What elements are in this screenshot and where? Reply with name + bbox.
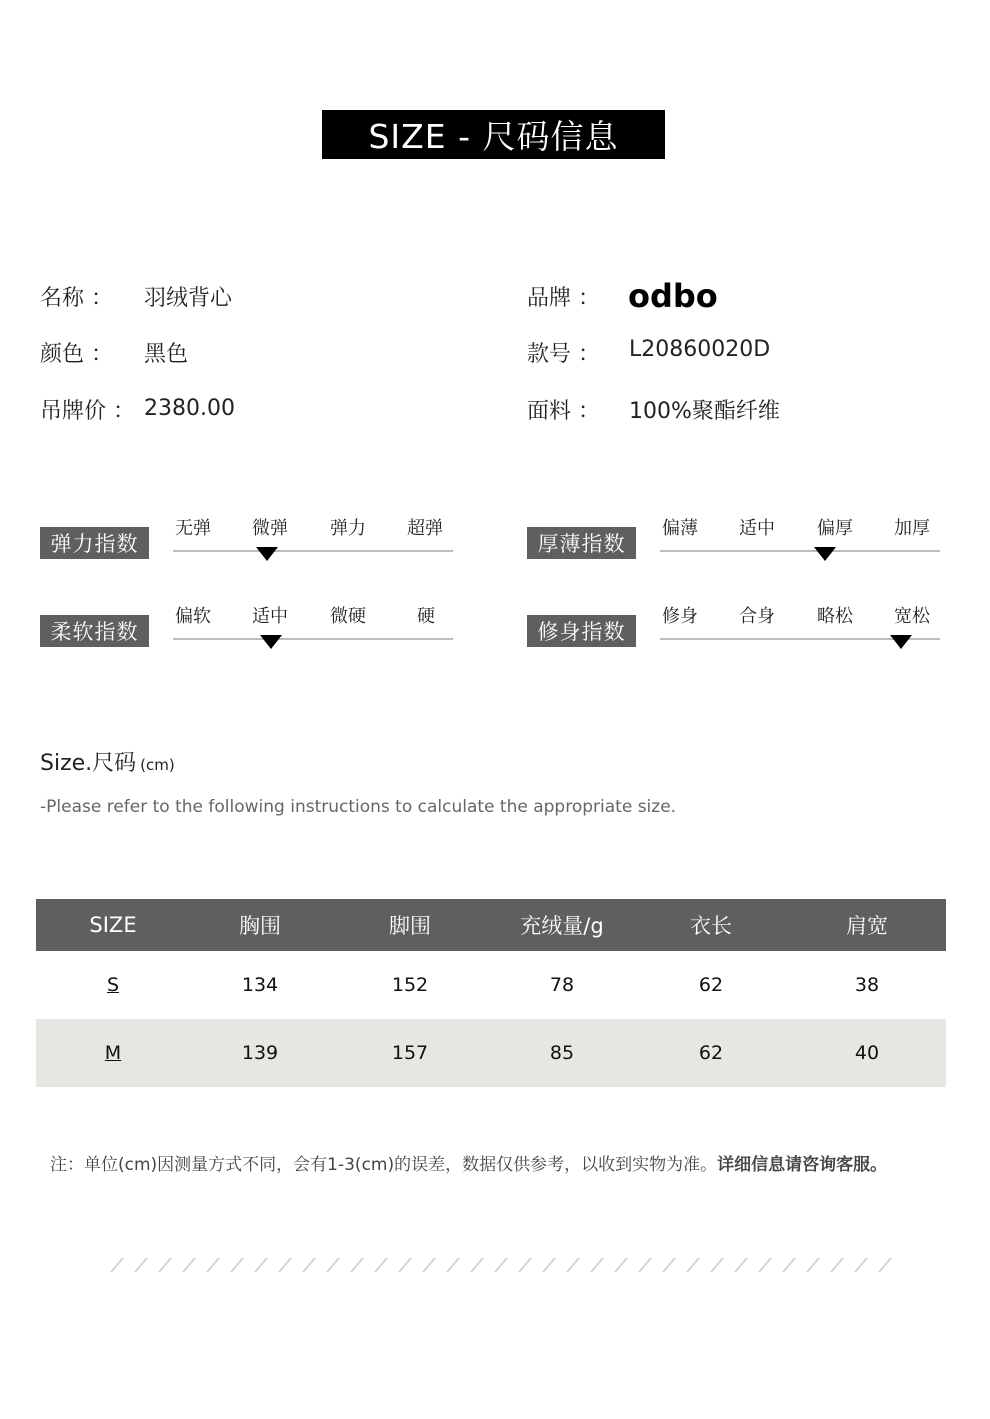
index-label: 柔软指数 [40,615,149,647]
index-option: 偏薄 [662,518,698,539]
index-scale-line [173,638,453,640]
table-cell: 85 [549,1042,575,1064]
header-cell: 肩宽 [846,914,888,938]
name-value: 羽绒背心 [144,286,233,311]
slash-mark [878,1258,892,1272]
table-row [36,1019,946,1087]
index-option: 无弹 [175,518,211,539]
slash-mark [446,1258,460,1272]
slash-mark [230,1258,244,1272]
slash-mark [590,1258,604,1272]
slash-mark [638,1258,652,1272]
table-cell: 152 [391,974,429,996]
slash-mark [350,1258,364,1272]
index-option: 宽松 [894,606,930,627]
index-option: 超弹 [407,518,443,539]
table-cell: 157 [391,1042,429,1064]
index-option: 偏厚 [817,518,853,539]
index-option: 略松 [817,606,853,627]
header-cell: 衣长 [690,914,732,938]
size-title-text: Size.尺码 [40,751,137,776]
table-cell: 139 [241,1042,279,1064]
slash-mark [470,1258,484,1272]
brand-logo: odbo [628,277,718,315]
table-cell: 78 [549,974,575,996]
index-marker-icon [890,635,912,649]
fabric-label: 面料 ： [527,399,600,424]
footnote-bold: 详细信息请咨询客服。 [717,1155,888,1175]
table-cell: 62 [698,1042,724,1064]
slash-mark [422,1258,436,1272]
header-cell: 胸围 [239,914,281,938]
slash-mark [662,1258,676,1272]
color-label: 颜色 ： [40,342,113,367]
size-section-title [40,746,175,777]
index-label: 弹力指数 [40,527,149,559]
slash-mark [614,1258,628,1272]
slash-mark [566,1258,580,1272]
header-cell: 充绒量/g [520,914,604,938]
index-label: 修身指数 [527,615,636,647]
table-cell: 134 [241,974,279,996]
index-scale-line [173,550,453,552]
style-number-value: L20860020D [629,337,771,362]
index-option: 修身 [662,606,698,627]
index-option: 加厚 [894,518,930,539]
header-cell: 脚围 [389,914,431,938]
index-option: 弹力 [330,518,366,539]
slash-mark [326,1258,340,1272]
slash-mark [158,1258,172,1272]
table-row [36,951,946,1019]
slash-mark [374,1258,388,1272]
slash-mark [518,1258,532,1272]
price-value: 2380.00 [144,396,235,421]
slash-mark [254,1258,268,1272]
page-title: SIZE - 尺码信息 [322,110,665,159]
size-instruction: -Please refer to the following instructions to calculate the appropriate size. [40,797,677,817]
slash-mark [806,1258,820,1272]
slash-mark [758,1258,772,1272]
index-option: 合身 [739,606,775,627]
footnote [50,1150,887,1175]
index-option: 硬 [417,606,435,627]
slash-mark [494,1258,508,1272]
size-link[interactable]: M [104,1042,122,1064]
slash-mark [278,1258,292,1272]
slash-mark [782,1258,796,1272]
style-number-label: 款号 ： [527,342,600,367]
index-option: 微弹 [252,518,288,539]
table-cell: 62 [698,974,724,996]
header-cell: SIZE [89,913,137,937]
index-scale-line [660,550,940,552]
size-unit: (cm) [140,756,175,774]
index-marker-icon [256,547,278,561]
index-option: 微硬 [330,606,366,627]
table-cell: 38 [854,974,880,996]
brand-label: 品牌 ： [527,286,600,311]
table-cell: 40 [854,1042,880,1064]
table-header [36,899,946,951]
name-label: 名称 ： [40,286,113,311]
index-option: 适中 [252,606,288,627]
footnote-text: 注：单位(cm)因测量方式不同，会有1-3(cm)的误差，数据仅供参考，以收到实物为准。 [50,1155,718,1175]
index-label: 厚薄指数 [527,527,636,559]
price-label: 吊牌价 ： [40,399,135,424]
fabric-value: 100%聚酯纤维 [629,399,780,424]
slash-mark [134,1258,148,1272]
slash-mark [854,1258,868,1272]
index-option: 适中 [739,518,775,539]
slash-mark [398,1258,412,1272]
color-value: 黑色 [144,342,189,367]
size-table [36,899,946,1087]
slash-mark [110,1258,124,1272]
slash-mark [734,1258,748,1272]
decorative-divider [108,1252,898,1276]
slash-mark [830,1258,844,1272]
slash-mark [206,1258,220,1272]
slash-mark [686,1258,700,1272]
index-marker-icon [814,547,836,561]
index-marker-icon [260,635,282,649]
index-option: 偏软 [175,606,211,627]
size-link[interactable]: S [106,974,120,996]
slash-mark [710,1258,724,1272]
slash-mark [182,1258,196,1272]
slash-mark [302,1258,316,1272]
slash-mark [542,1258,556,1272]
